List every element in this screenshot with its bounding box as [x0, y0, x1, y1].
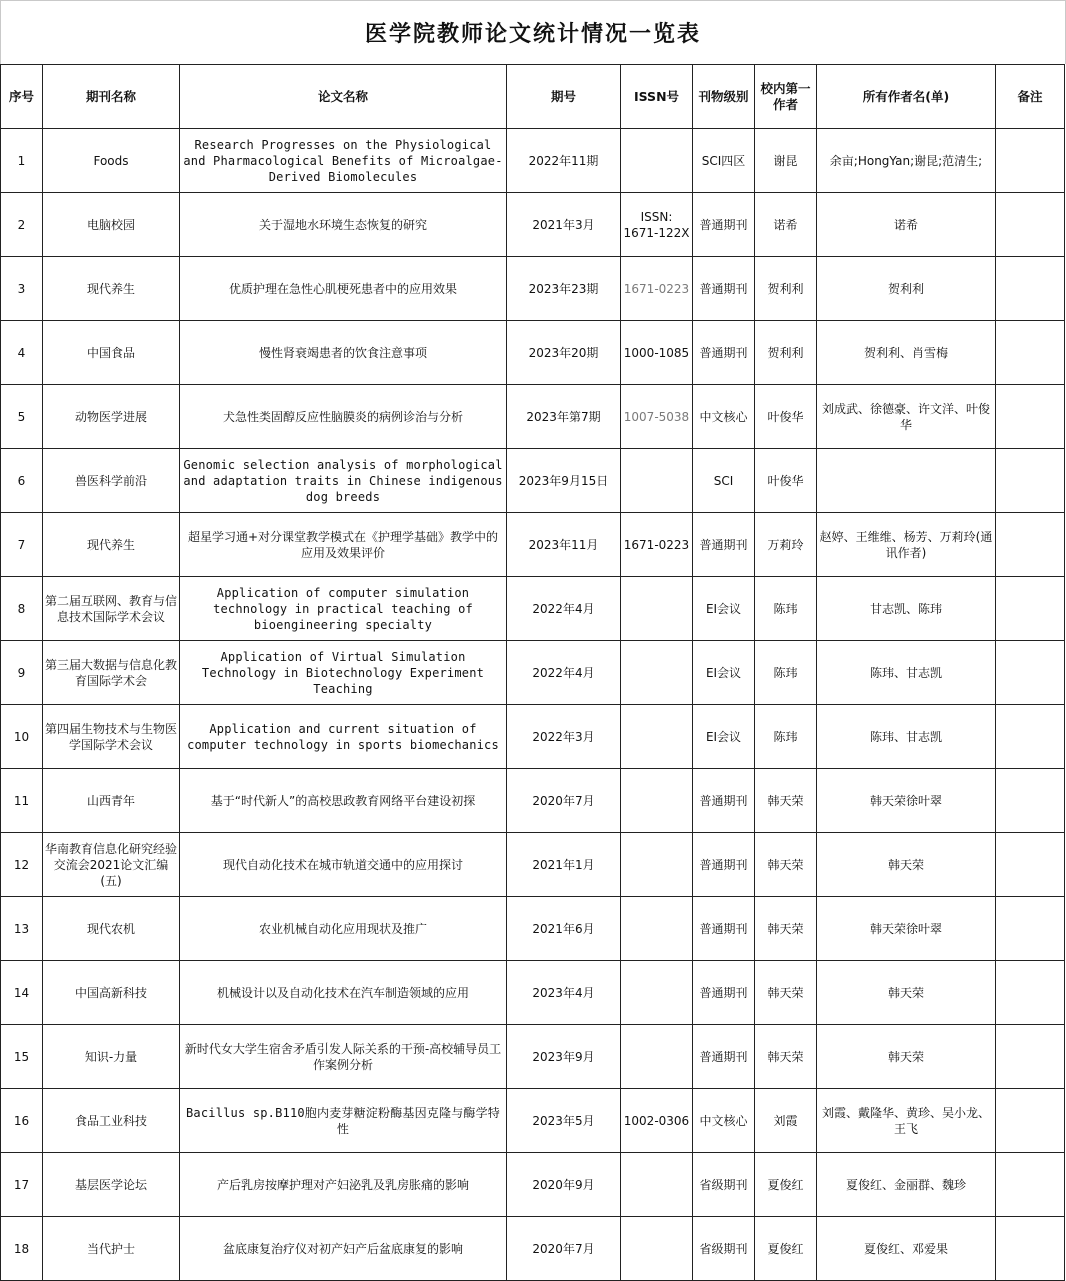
- cell-issn[interactable]: ISSN: 1671-122X: [621, 193, 693, 257]
- cell-issue[interactable]: 2023年23期: [507, 257, 621, 321]
- cell-paper-title[interactable]: Application of Virtual Simulation Technology in Biotechnology Experiment Teaching: [180, 641, 507, 705]
- cell-first-author[interactable]: 刘霞: [755, 1089, 817, 1153]
- cell-index[interactable]: 16: [1, 1089, 43, 1153]
- table-row: [1, 257, 1065, 321]
- cell-paper-title[interactable]: Genomic selection analysis of morphological and adaptation traits in Chinese indigenous dog breeds: [180, 449, 507, 513]
- cell-level[interactable]: 普通期刊: [693, 769, 755, 833]
- cell-issn[interactable]: 1000-1085: [621, 321, 693, 385]
- cell-journal[interactable]: 食品工业科技: [43, 1089, 180, 1153]
- cell-issue[interactable]: 2022年3月: [507, 705, 621, 769]
- table-row: [1, 897, 1065, 961]
- cell-first-author[interactable]: 叶俊华: [755, 449, 817, 513]
- cell-issue[interactable]: 2023年5月: [507, 1089, 621, 1153]
- cell-remarks[interactable]: [996, 1089, 1065, 1153]
- cell-remarks[interactable]: [996, 641, 1065, 705]
- cell-paper-title[interactable]: 盆底康复治疗仪对初产妇产后盆底康复的影响: [180, 1217, 507, 1281]
- cell-all-authors[interactable]: 陈玮、甘志凯: [817, 705, 996, 769]
- cell-all-authors[interactable]: 陈玮、甘志凯: [817, 641, 996, 705]
- cell-first-author[interactable]: 夏俊红: [755, 1217, 817, 1281]
- cell-level[interactable]: 省级期刊: [693, 1217, 755, 1281]
- cell-journal[interactable]: 基层医学论坛: [43, 1153, 180, 1217]
- cell-remarks[interactable]: [996, 577, 1065, 641]
- cell-issn[interactable]: 1671-0223: [621, 513, 693, 577]
- col-header-journal[interactable]: 期刊名称: [43, 65, 180, 129]
- cell-issn[interactable]: [621, 1153, 693, 1217]
- cell-journal[interactable]: 山西青年: [43, 769, 180, 833]
- cell-index[interactable]: 1: [1, 129, 43, 193]
- cell-journal[interactable]: 第四届生物技术与生物医学国际学术会议: [43, 705, 180, 769]
- cell-paper-title[interactable]: 慢性肾衰竭患者的饮食注意事项: [180, 321, 507, 385]
- table-row: [1, 449, 1065, 513]
- table-row: [1, 961, 1065, 1025]
- cell-all-authors[interactable]: 夏俊红、金丽群、魏珍: [817, 1153, 996, 1217]
- table-row: [1, 1153, 1065, 1217]
- cell-index[interactable]: 12: [1, 833, 43, 897]
- table-row: [1, 321, 1065, 385]
- table-row: [1, 641, 1065, 705]
- table-row: [1, 1089, 1065, 1153]
- cell-journal[interactable]: 现代农机: [43, 897, 180, 961]
- cell-paper-title[interactable]: Bacillus sp.B110胞内麦芽糖淀粉酶基因克隆与酶学特性: [180, 1089, 507, 1153]
- cell-all-authors[interactable]: 韩天荣徐叶翠: [817, 769, 996, 833]
- cell-all-authors[interactable]: 诺希: [817, 193, 996, 257]
- table-row: [1, 513, 1065, 577]
- cell-all-authors[interactable]: 韩天荣: [817, 833, 996, 897]
- cell-first-author[interactable]: 陈玮: [755, 577, 817, 641]
- cell-index[interactable]: 11: [1, 769, 43, 833]
- cell-paper-title[interactable]: 新时代女大学生宿舍矛盾引发人际关系的干预-高校辅导员工作案例分析: [180, 1025, 507, 1089]
- cell-remarks[interactable]: [996, 705, 1065, 769]
- cell-all-authors[interactable]: 韩天荣: [817, 1025, 996, 1089]
- cell-journal[interactable]: 华南教育信息化研究经验交流会2021论文汇编(五): [43, 833, 180, 897]
- col-header-first-author[interactable]: 校内第一作者: [755, 65, 817, 129]
- cell-remarks[interactable]: [996, 321, 1065, 385]
- cell-index[interactable]: 14: [1, 961, 43, 1025]
- col-header-paper-title[interactable]: 论文名称: [180, 65, 507, 129]
- table-row: [1, 769, 1065, 833]
- cell-index[interactable]: 4: [1, 321, 43, 385]
- sheet-title: 医学院教师论文统计情况一览表: [0, 0, 1066, 64]
- table-row: [1, 833, 1065, 897]
- table-row: [1, 705, 1065, 769]
- cell-paper-title[interactable]: 关于湿地水环境生态恢复的研究: [180, 193, 507, 257]
- cell-first-author[interactable]: 诺希: [755, 193, 817, 257]
- cell-level[interactable]: 普通期刊: [693, 193, 755, 257]
- cell-journal[interactable]: 电脑校园: [43, 193, 180, 257]
- cell-level[interactable]: SCI四区: [693, 129, 755, 193]
- cell-level[interactable]: EI会议: [693, 577, 755, 641]
- table-body: [1, 129, 1065, 1281]
- cell-first-author[interactable]: 陈玮: [755, 641, 817, 705]
- cell-remarks[interactable]: [996, 449, 1065, 513]
- cell-first-author[interactable]: 韩天荣: [755, 1025, 817, 1089]
- cell-level[interactable]: 普通期刊: [693, 257, 755, 321]
- cell-remarks[interactable]: [996, 897, 1065, 961]
- cell-paper-title[interactable]: 优质护理在急性心肌梗死患者中的应用效果: [180, 257, 507, 321]
- cell-paper-title[interactable]: Application of computer simulation technology in practical teaching of bioengineering specialty: [180, 577, 507, 641]
- cell-index[interactable]: 15: [1, 1025, 43, 1089]
- cell-all-authors[interactable]: 夏俊红、邓爱果: [817, 1217, 996, 1281]
- cell-index[interactable]: 13: [1, 897, 43, 961]
- cell-first-author[interactable]: 韩天荣: [755, 833, 817, 897]
- cell-issn[interactable]: [621, 897, 693, 961]
- cell-index[interactable]: 17: [1, 1153, 43, 1217]
- cell-issn[interactable]: [621, 1025, 693, 1089]
- cell-issn[interactable]: [621, 577, 693, 641]
- cell-all-authors[interactable]: 韩天荣徐叶翠: [817, 897, 996, 961]
- cell-issn[interactable]: [621, 1217, 693, 1281]
- cell-journal[interactable]: 中国食品: [43, 321, 180, 385]
- cell-index[interactable]: 8: [1, 577, 43, 641]
- col-header-issn[interactable]: ISSN号: [621, 65, 693, 129]
- papers-table: [0, 64, 1065, 1281]
- cell-paper-title[interactable]: 机械设计以及自动化技术在汽车制造领域的应用: [180, 961, 507, 1025]
- cell-issn[interactable]: 1007-5038: [621, 385, 693, 449]
- col-header-index[interactable]: 序号: [1, 65, 43, 129]
- cell-issue[interactable]: 2020年7月: [507, 769, 621, 833]
- cell-paper-title[interactable]: Application and current situation of computer technology in sports biomechanics: [180, 705, 507, 769]
- cell-first-author[interactable]: 陈玮: [755, 705, 817, 769]
- cell-all-authors[interactable]: [817, 449, 996, 513]
- cell-paper-title[interactable]: Research Progresses on the Physiological and Pharmacological Benefits of Microalgae-Derived Biomolecules: [180, 129, 507, 193]
- cell-level[interactable]: 中文核心: [693, 1089, 755, 1153]
- cell-first-author[interactable]: 韩天荣: [755, 769, 817, 833]
- cell-issn[interactable]: [621, 833, 693, 897]
- cell-paper-title[interactable]: 产后乳房按摩护理对产妇泌乳及乳房胀痛的影响: [180, 1153, 507, 1217]
- cell-remarks[interactable]: [996, 385, 1065, 449]
- cell-paper-title[interactable]: 犬急性类固醇反应性脑膜炎的病例诊治与分析: [180, 385, 507, 449]
- cell-all-authors[interactable]: 刘成武、徐德豪、许文洋、叶俊华: [817, 385, 996, 449]
- cell-remarks[interactable]: [996, 961, 1065, 1025]
- cell-issn[interactable]: 1671-0223: [621, 257, 693, 321]
- cell-issn[interactable]: 1002-0306: [621, 1089, 693, 1153]
- cell-first-author[interactable]: 贺利利: [755, 257, 817, 321]
- col-header-issue[interactable]: 期号: [507, 65, 621, 129]
- table-row: [1, 129, 1065, 193]
- cell-issue[interactable]: 2022年4月: [507, 641, 621, 705]
- cell-level[interactable]: 普通期刊: [693, 321, 755, 385]
- cell-index[interactable]: 6: [1, 449, 43, 513]
- cell-paper-title[interactable]: 农业机械自动化应用现状及推广: [180, 897, 507, 961]
- cell-remarks[interactable]: [996, 513, 1065, 577]
- cell-level[interactable]: 中文核心: [693, 385, 755, 449]
- cell-issn[interactable]: [621, 129, 693, 193]
- cell-level[interactable]: 普通期刊: [693, 513, 755, 577]
- cell-all-authors[interactable]: 刘霞、戴隆华、黄珍、吴小龙、王飞: [817, 1089, 996, 1153]
- cell-paper-title[interactable]: 超星学习通+对分课堂教学模式在《护理学基础》教学中的应用及效果评价: [180, 513, 507, 577]
- cell-first-author[interactable]: 谢昆: [755, 129, 817, 193]
- cell-index[interactable]: 5: [1, 385, 43, 449]
- cell-issue[interactable]: 2023年第7期: [507, 385, 621, 449]
- cell-all-authors[interactable]: 甘志凯、陈玮: [817, 577, 996, 641]
- cell-all-authors[interactable]: 韩天荣: [817, 961, 996, 1025]
- cell-journal[interactable]: 知识-力量: [43, 1025, 180, 1089]
- cell-issn[interactable]: [621, 705, 693, 769]
- table-row: [1, 1217, 1065, 1281]
- cell-issue[interactable]: 2023年20期: [507, 321, 621, 385]
- cell-journal[interactable]: 第二届互联网、教育与信息技术国际学术会议: [43, 577, 180, 641]
- cell-issue[interactable]: 2023年9月: [507, 1025, 621, 1089]
- cell-index[interactable]: 7: [1, 513, 43, 577]
- cell-journal[interactable]: 现代养生: [43, 257, 180, 321]
- cell-index[interactable]: 10: [1, 705, 43, 769]
- cell-issue[interactable]: 2022年11期: [507, 129, 621, 193]
- cell-journal[interactable]: 中国高新科技: [43, 961, 180, 1025]
- cell-level[interactable]: SCI: [693, 449, 755, 513]
- cell-paper-title[interactable]: 基于“时代新人”的高校思政教育网络平台建设初探: [180, 769, 507, 833]
- cell-remarks[interactable]: [996, 1153, 1065, 1217]
- cell-remarks[interactable]: [996, 833, 1065, 897]
- cell-index[interactable]: 3: [1, 257, 43, 321]
- cell-issue[interactable]: 2021年1月: [507, 833, 621, 897]
- cell-journal[interactable]: 当代护士: [43, 1217, 180, 1281]
- cell-issue[interactable]: 2020年7月: [507, 1217, 621, 1281]
- cell-level[interactable]: 普通期刊: [693, 961, 755, 1025]
- col-header-all-authors[interactable]: 所有作者名(单): [817, 65, 996, 129]
- table-row: [1, 577, 1065, 641]
- cell-issn[interactable]: [621, 961, 693, 1025]
- cell-all-authors[interactable]: 贺利利: [817, 257, 996, 321]
- cell-first-author[interactable]: 韩天荣: [755, 961, 817, 1025]
- cell-first-author[interactable]: 叶俊华: [755, 385, 817, 449]
- cell-issue[interactable]: 2020年9月: [507, 1153, 621, 1217]
- cell-issn[interactable]: [621, 449, 693, 513]
- cell-remarks[interactable]: [996, 1025, 1065, 1089]
- cell-journal[interactable]: 兽医科学前沿: [43, 449, 180, 513]
- cell-remarks[interactable]: [996, 1217, 1065, 1281]
- table-row: [1, 1025, 1065, 1089]
- cell-level[interactable]: 省级期刊: [693, 1153, 755, 1217]
- cell-issn[interactable]: [621, 769, 693, 833]
- cell-index[interactable]: 9: [1, 641, 43, 705]
- cell-issue[interactable]: 2023年11月: [507, 513, 621, 577]
- cell-level[interactable]: 普通期刊: [693, 897, 755, 961]
- cell-remarks[interactable]: [996, 193, 1065, 257]
- col-header-remarks[interactable]: 备注: [996, 65, 1065, 129]
- cell-level[interactable]: 普通期刊: [693, 833, 755, 897]
- cell-issue[interactable]: 2023年9月15日: [507, 449, 621, 513]
- cell-first-author[interactable]: 万莉玲: [755, 513, 817, 577]
- cell-issn[interactable]: [621, 641, 693, 705]
- cell-level[interactable]: EI会议: [693, 641, 755, 705]
- cell-first-author[interactable]: 贺利利: [755, 321, 817, 385]
- cell-remarks[interactable]: [996, 257, 1065, 321]
- cell-journal[interactable]: Foods: [43, 129, 180, 193]
- col-header-level[interactable]: 刊物级别: [693, 65, 755, 129]
- cell-index[interactable]: 2: [1, 193, 43, 257]
- cell-first-author[interactable]: 夏俊红: [755, 1153, 817, 1217]
- cell-issue[interactable]: 2021年3月: [507, 193, 621, 257]
- cell-issue[interactable]: 2023年4月: [507, 961, 621, 1025]
- cell-journal[interactable]: 动物医学进展: [43, 385, 180, 449]
- table-row: [1, 385, 1065, 449]
- cell-index[interactable]: 18: [1, 1217, 43, 1281]
- cell-all-authors[interactable]: 余亩;HongYan;谢昆;范清生;: [817, 129, 996, 193]
- cell-all-authors[interactable]: 贺利利、肖雪梅: [817, 321, 996, 385]
- cell-first-author[interactable]: 韩天荣: [755, 897, 817, 961]
- cell-remarks[interactable]: [996, 129, 1065, 193]
- cell-journal[interactable]: 现代养生: [43, 513, 180, 577]
- cell-journal[interactable]: 第三届大数据与信息化教育国际学术会: [43, 641, 180, 705]
- cell-level[interactable]: EI会议: [693, 705, 755, 769]
- cell-issue[interactable]: 2022年4月: [507, 577, 621, 641]
- cell-all-authors[interactable]: 赵婷、王维维、杨芳、万莉玲(通讯作者): [817, 513, 996, 577]
- cell-paper-title[interactable]: 现代自动化技术在城市轨道交通中的应用探讨: [180, 833, 507, 897]
- cell-level[interactable]: 普通期刊: [693, 1025, 755, 1089]
- table-row: [1, 193, 1065, 257]
- cell-issue[interactable]: 2021年6月: [507, 897, 621, 961]
- header-row: [1, 65, 1065, 129]
- cell-remarks[interactable]: [996, 769, 1065, 833]
